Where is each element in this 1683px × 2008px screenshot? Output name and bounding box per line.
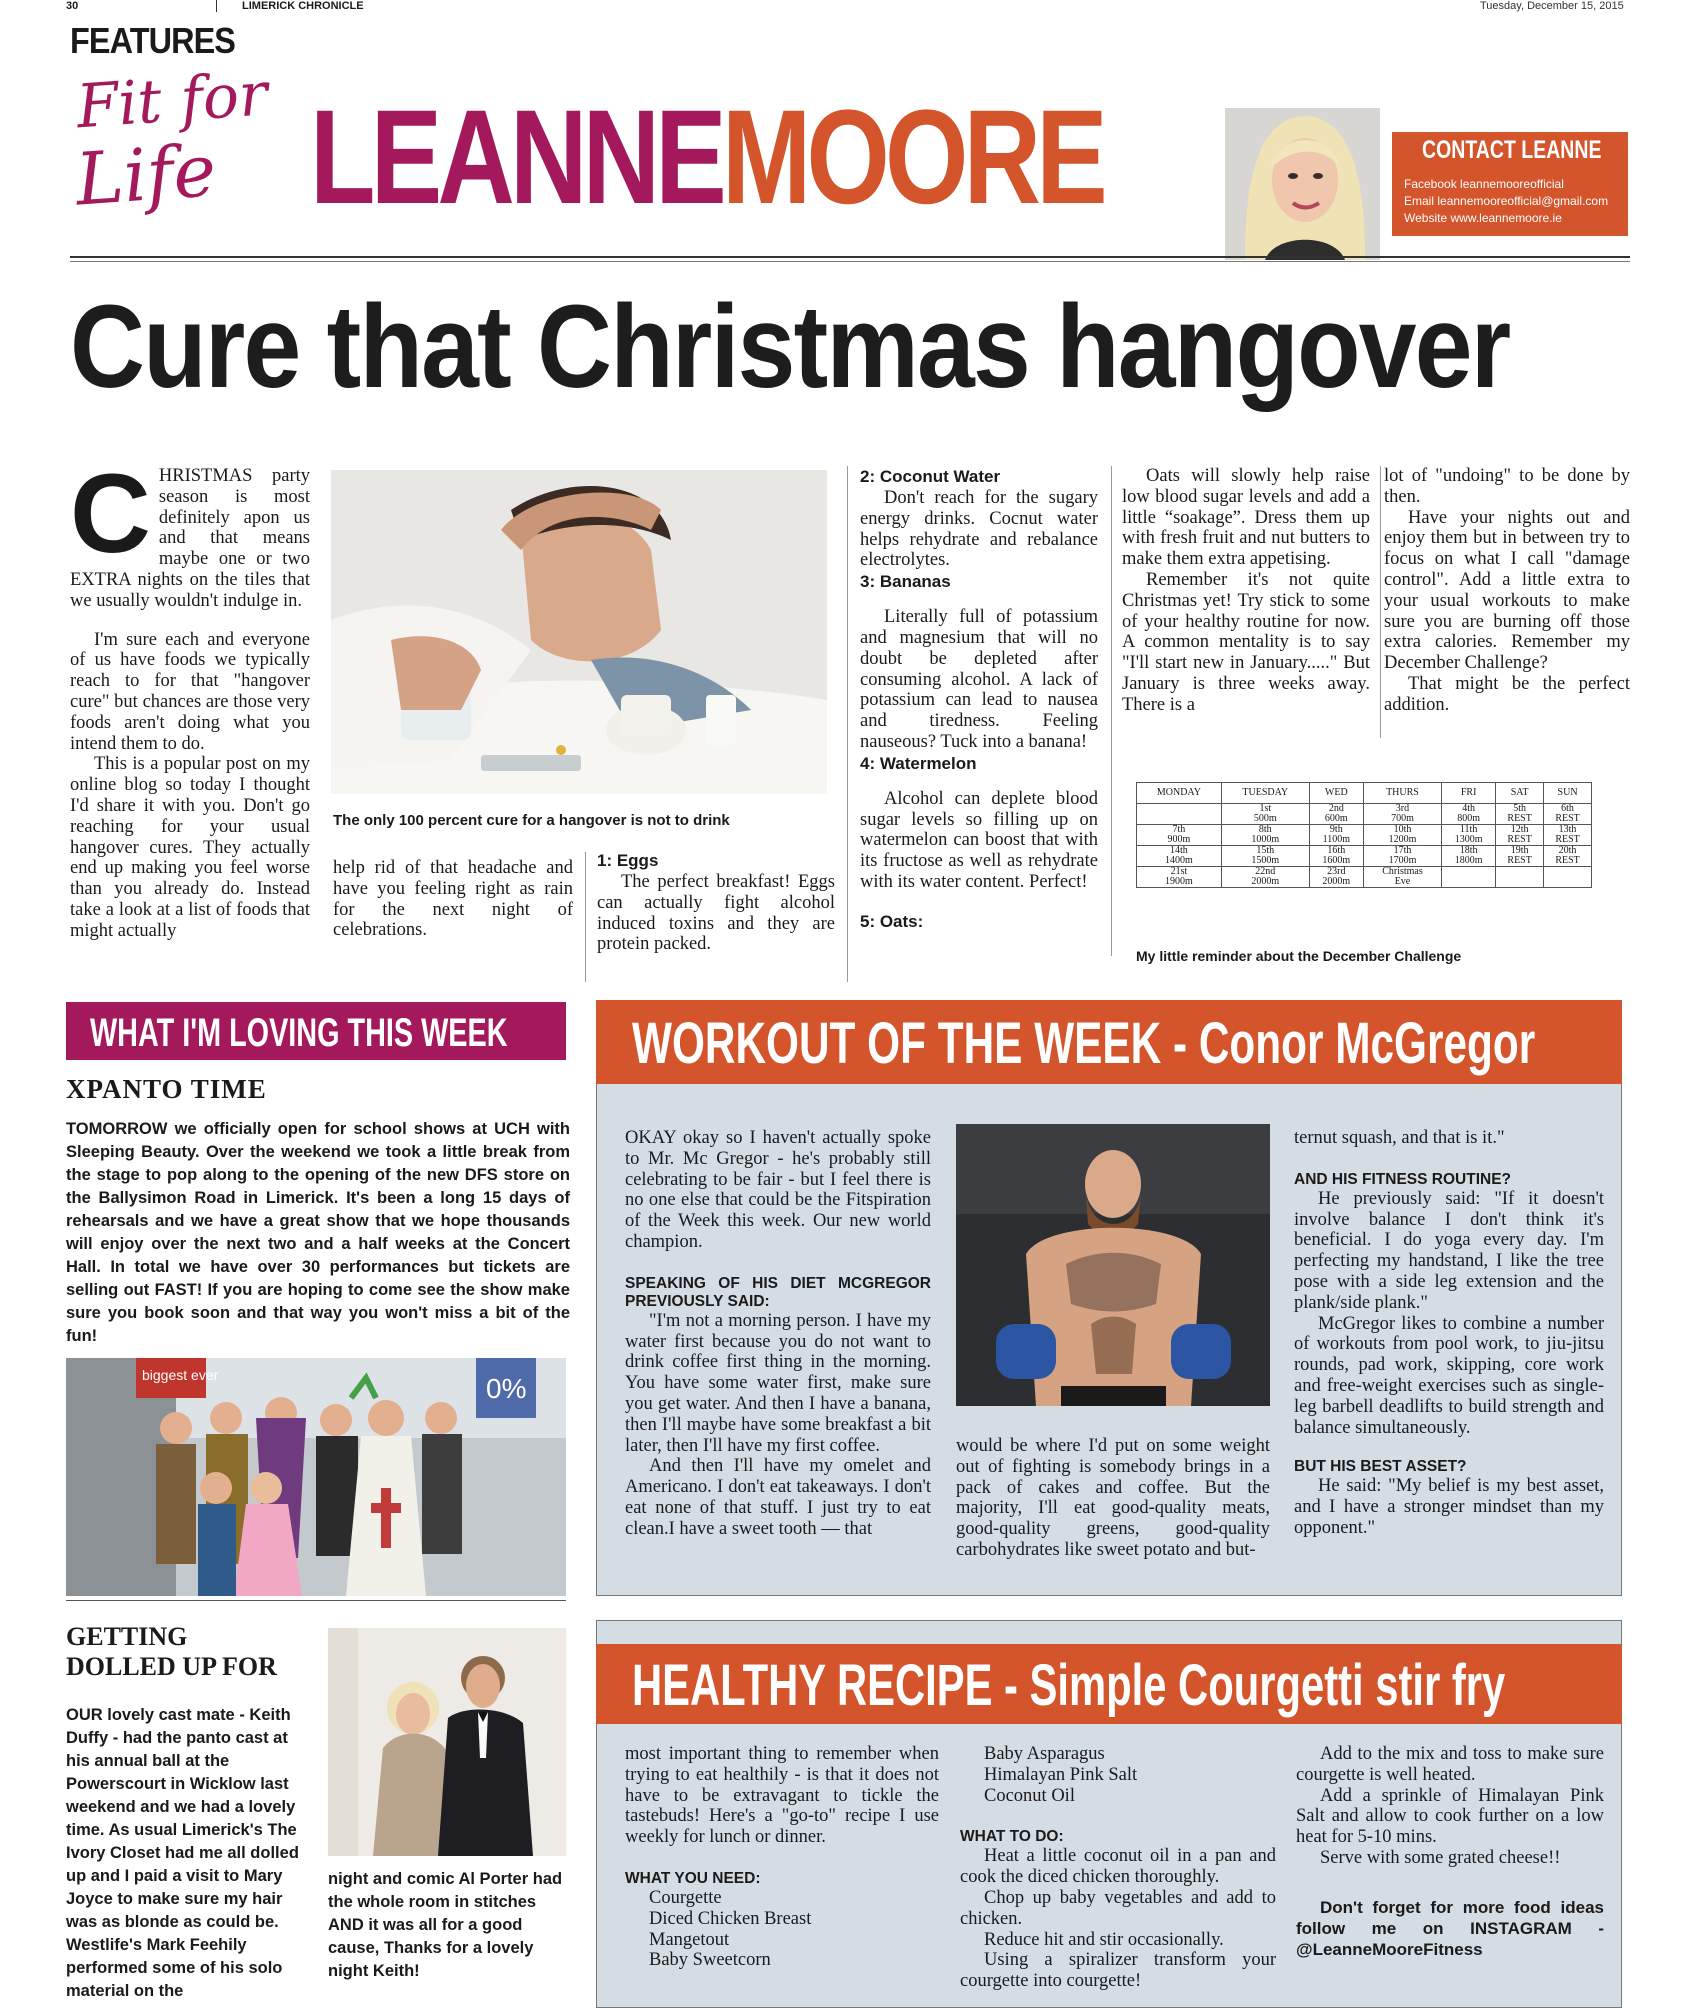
calendar-cell: [1309, 804, 1363, 825]
workout-column-3: [1294, 1128, 1604, 1539]
oats-heading: 5: Oats:: [860, 911, 924, 931]
calendar-cell: [1137, 804, 1222, 825]
calendar-day-header: SUN: [1544, 783, 1592, 804]
method-step: Serve with some grated cheese!!: [1320, 1847, 1561, 1868]
calendar-date: 23rd: [1327, 866, 1346, 877]
paragraph: And then I'll have my omelet and Americano. I don't eat takeaways. I don't eat none of that stuff. I just try to eat clean.I have a sweet tooth — that: [625, 1456, 931, 1539]
calendar-date: 11th: [1459, 824, 1478, 835]
watermelon-heading: 4: Watermelon: [860, 753, 977, 773]
calendar-target: 900m: [1167, 834, 1191, 845]
dolled-title: [66, 1622, 277, 1682]
paragraph: lot of "undoing" to be done by then.: [1384, 466, 1630, 507]
columnist-name: [310, 83, 1103, 232]
calendar-cell: [1221, 825, 1309, 846]
mcgregor-photo: [956, 1124, 1270, 1406]
ingredient-list: [625, 1888, 939, 1971]
calendar-date: 20th: [1558, 845, 1577, 856]
paragraph: He said: "My belief is my best asset, and I have a stronger mindset than my opponent.": [1294, 1476, 1604, 1538]
calendar-date: 19th: [1510, 845, 1529, 856]
contact-website: [1404, 210, 1608, 227]
ingredient-item: Himalayan Pink Salt: [984, 1764, 1138, 1785]
calendar-target: 700m: [1391, 813, 1414, 824]
paragraph: Oats will slowly help raise low blood sugar levels and add a little “soakage”. Dress them up with fresh fruit and nut butters to make them extra appetising.: [1122, 466, 1370, 570]
paragraph: would be where I'd put on some weight out of fighting is somebody brings in a pack of cakes and coffee. But the majority, I'll eat good-quality meats, good-quality greens, good-quality carbohydrates like sweet potato and but-: [956, 1436, 1270, 1560]
paragraph: ternut squash, and that is it.": [1294, 1128, 1505, 1148]
recipe-column-3: [1296, 1744, 1604, 1960]
calendar-date: 10th: [1393, 824, 1412, 835]
ingredient-item: Baby Sweetcorn: [649, 1950, 771, 1971]
calendar-cell: [1221, 867, 1309, 888]
calendar-target: REST: [1555, 813, 1580, 824]
dropcap: C: [70, 451, 151, 576]
fit-for-life-logo: [64, 56, 305, 242]
website-label: Website: [1404, 211, 1448, 225]
article-column-1: [70, 451, 310, 942]
december-challenge-calendar: [1136, 782, 1592, 888]
calendar-date: 17th: [1393, 845, 1412, 856]
method-step: Using a spiralizer transform your courgette into courgette!: [960, 1950, 1276, 1992]
calendar-target: REST: [1555, 855, 1580, 866]
paragraph: McGregor likes to combine a number of workouts from pool work, to jiu-jitsu rounds, pad work, skipping, core work and free-weight exercises such as single-leg barbell deadlifts to build strength and balance simultaneously.: [1294, 1313, 1604, 1438]
contact-box: [1392, 132, 1628, 236]
ingredient-item: Courgette: [649, 1887, 722, 1908]
calendar-day-header: TUESDAY: [1221, 783, 1309, 804]
paragraph: Have your nights out and enjoy them but in between try to focus on what I call "damage control". Add a little extra to your usual workouts to make sure you are burning off those extra calories. Remember my December Challenge?: [1384, 507, 1630, 674]
gala-photo: [328, 1628, 566, 1856]
issue-date: Tuesday, December 15, 2015: [1480, 0, 1624, 12]
article-column-6: [1384, 466, 1630, 716]
ingredient-item: Diced Chicken Breast: [649, 1908, 812, 1929]
method-step: Reduce hit and stir occasionally.: [984, 1929, 1224, 1950]
calendar-date: 16th: [1327, 845, 1346, 856]
columnist-last-name: MOORE: [721, 83, 1103, 232]
loving-banner-text: WHAT I'M LOVING THIS WEEK: [90, 1011, 508, 1055]
article-column-2: [333, 858, 573, 941]
calendar-week-row: [1137, 804, 1592, 825]
calendar-date: 22nd: [1255, 866, 1276, 877]
eggs-heading: 1: Eggs: [597, 851, 659, 870]
calendar-week-row: [1137, 825, 1592, 846]
calendar-cell: [1221, 846, 1309, 867]
calendar-week-row: [1137, 867, 1592, 888]
calendar-target: 1900m: [1165, 876, 1193, 887]
masthead-rule: [70, 256, 1630, 258]
calendar-date: 21st: [1170, 866, 1188, 877]
folio-divider: [216, 0, 217, 12]
recipe-banner: [596, 1644, 1622, 1724]
dolled-text: OUR lovely cast mate - Keith Duffy - had the panto cast at his annual ball at the Powerscourt in Wicklow last weekend and we had a lovely time. As usual Limerick's The Ivory Closet had me all dolled up and I paid a visit to Mary Joyce to make sure my hair was as blonde as could be. Westlife's Mark Feehily performed some of his solo material on the: [66, 1706, 299, 2000]
diet-heading: SPEAKING OF HIS DIET MCGREGOR PREVIOUSLY SAID:: [625, 1274, 931, 1310]
calendar-date: 3rd: [1395, 803, 1410, 814]
masthead-rule-thin: [70, 261, 1630, 262]
ingredient-item: Baby Asparagus: [984, 1744, 1105, 1764]
logo-line1: Fit for: [74, 59, 270, 143]
workout-banner-text: WORKOUT OF THE WEEK - Conor McGregor: [632, 1011, 1536, 1076]
calendar-cell: [1363, 867, 1441, 888]
calendar-date: 6th: [1561, 803, 1574, 814]
contact-lines: [1404, 176, 1608, 227]
calendar-target: 1600m: [1322, 855, 1351, 866]
paragraph: "I'm not a morning person. I have my water first because you do not want to drink coffee first thing in the morning. You have some water first, make sure you get water. And then I have a banana, then I'll maybe have some breakfast a bit later, then I'll have my first coffee.: [625, 1310, 931, 1456]
calendar-date: 5th: [1513, 803, 1527, 814]
calendar-cell: [1137, 825, 1222, 846]
sale-sign: 0%: [486, 1373, 527, 1404]
method-heading: WHAT TO DO:: [960, 1828, 1064, 1846]
instagram-promo: Don't forget for more food ideas follow me on INSTAGRAM - @LeanneMooreFitness: [1296, 1897, 1604, 1959]
email-label: Email: [1404, 194, 1435, 208]
column-divider: [1111, 466, 1112, 956]
paragraph: This is a popular post on my online blog so today I thought I'd share it with you. Don't go reaching for your usual hangover cures. They actually end up making you feel worse than you already do. Instead take a look at a list of foods that might actually: [70, 754, 310, 941]
columnist-portrait: [1225, 108, 1380, 260]
calendar-cell: [1544, 825, 1592, 846]
columnist-first-name: LEANNE: [310, 83, 722, 232]
calendar-date: 7th: [1172, 824, 1186, 835]
calendar-target: 1000m: [1251, 834, 1280, 845]
paragraph: That might be the perfect addition.: [1384, 673, 1630, 715]
paragraph: The perfect breakfast! Eggs can actually fight alcohol induced toxins and they are protein packed.: [597, 872, 835, 955]
calendar-cell: [1496, 867, 1544, 888]
paragraph: most important thing to remember when trying to eat healthily - is that it does not have to be extravagant to tickle the tastebuds! Here's a "go-to" recipe I use weekly for lunch or dinner.: [625, 1744, 939, 1848]
contact-title: CONTACT LEANNE: [1422, 136, 1602, 164]
calendar-target: 1300m: [1454, 834, 1483, 845]
calendar-date: 18th: [1459, 845, 1478, 856]
workout-column-1: [625, 1128, 931, 1540]
recipe-column-1: [625, 1744, 939, 1971]
recipe-column-2: [960, 1744, 1276, 1992]
workout-column-2: [956, 1436, 1270, 1561]
calendar-target: 1100m: [1322, 834, 1351, 845]
calendar-cell: [1442, 867, 1496, 888]
calendar-target: 1800m: [1454, 855, 1483, 866]
calendar-cell: [1309, 846, 1363, 867]
dolled-text-2: night and comic Al Porter had the whole room in stitches AND it was all for a good cause, Thanks for a lovely night Keith!: [328, 1870, 563, 1980]
calendar-target: 800m: [1457, 813, 1481, 824]
calendar-target: 2000m: [1251, 876, 1280, 887]
panto-cast-photo: [66, 1358, 566, 1596]
calendar-date: 2nd: [1328, 803, 1344, 814]
calendar-target: 1400m: [1165, 855, 1193, 866]
calendar-cell: [1309, 825, 1363, 846]
calendar-target: 1500m: [1251, 855, 1280, 866]
article-column-5: [1122, 466, 1370, 716]
calendar-cell: [1496, 846, 1544, 867]
loving-title: XPANTO TIME: [66, 1074, 267, 1104]
email-address[interactable]: leannemooreofficial@gmail.com: [1437, 194, 1609, 208]
asset-heading: BUT HIS BEST ASSET?: [1294, 1458, 1467, 1476]
paragraph: Literally full of potassium and magnesium that will no doubt be depleted after consuming alcohol. A lack of potassium can lead to nausea and tiredness. Feeling nauseous? Tuck into a banana!: [860, 607, 1098, 752]
calendar-date: 4th: [1462, 803, 1476, 814]
publication-name: LIMERICK CHRONICLE: [242, 0, 364, 12]
paragraph: OKAY okay so I haven't actually spoke to Mr. Mc Gregor - he's probably still celebrating to be fair - but I feel there is no one else that could be the Fitspiration of the Week this week. Our new world champion.: [625, 1128, 931, 1252]
loving-bottom-rule: [66, 1600, 566, 1601]
calendar-date: 12th: [1510, 824, 1529, 835]
section-title: FEATURES: [70, 20, 236, 61]
method-step: Add a sprinkle of Himalayan Pink Salt and allow to cook further on a low heat for 5-10 mins.: [1296, 1785, 1604, 1848]
article-headline: Cure that Christmas hangover: [70, 281, 1510, 413]
calendar-cell: [1442, 804, 1496, 825]
calendar-target: REST: [1507, 813, 1532, 824]
calendar-target: REST: [1507, 834, 1532, 845]
calendar-cell: [1363, 825, 1441, 846]
calendar-day-header: FRI: [1442, 783, 1496, 804]
photo-caption: The only 100 percent cure for a hangover is not to drink: [333, 812, 730, 829]
calendar-table: [1136, 782, 1592, 888]
calendar-date: 8th: [1258, 824, 1272, 835]
article-column-3: [597, 850, 835, 955]
calendar-day-header: THURS: [1363, 783, 1441, 804]
calendar-target: 1700m: [1388, 855, 1417, 866]
website-link[interactable]: www.leannemoore.ie: [1450, 211, 1562, 225]
page-number: 30: [66, 0, 79, 12]
paragraph: I'm sure each and everyone of us have foods we typically reach to for that "hangover cure" but chances are those very foods aren't doing what you intend them to do.: [70, 629, 310, 754]
hangover-photo: [331, 470, 827, 794]
loving-banner: [66, 1002, 566, 1060]
calendar-date: 9th: [1329, 824, 1343, 835]
method-step: Heat a little coconut oil in a pan and cook the diced chicken thoroughly.: [960, 1846, 1276, 1888]
contact-facebook: [1404, 176, 1608, 193]
calendar-cell: [1309, 867, 1363, 888]
calendar-date: 13th: [1558, 824, 1577, 835]
calendar-target: REST: [1555, 834, 1580, 845]
paragraph: Don't reach for the sugary energy drinks. Cocnut water helps rehydrate and rebalance electrolytes.: [860, 488, 1098, 571]
contact-email: [1404, 193, 1608, 210]
paragraph: He previously said: "If it doesn't involve balance I don't think it's beneficial. I do yoga every day. I'm perfecting my handstand, I like the tree pose with a side leg extension and the plank/side plank.": [1294, 1188, 1604, 1313]
calendar-cell: [1221, 804, 1309, 825]
ingredient-list-cont: [960, 1744, 1276, 1806]
calendar-target: Eve: [1394, 876, 1411, 887]
paragraph: Alcohol can deplete blood sugar levels so filling up on watermelon can boost that with its fructose as well as rehydrate with its water content. Perfect!: [860, 788, 1098, 892]
facebook-label: Facebook: [1404, 177, 1457, 191]
calendar-target: 600m: [1324, 813, 1348, 824]
article-column-4: [860, 466, 1098, 933]
calendar-cell: [1496, 804, 1544, 825]
calendar-cell: [1137, 867, 1222, 888]
calendar-cell: [1363, 804, 1441, 825]
calendar-day-header: SAT: [1496, 783, 1544, 804]
column-divider: [847, 466, 848, 982]
calendar-cell: [1544, 846, 1592, 867]
column-divider: [1380, 466, 1381, 738]
column-divider: [585, 852, 586, 982]
workout-banner: [596, 1000, 1622, 1084]
calendar-cell: [1442, 825, 1496, 846]
method-step: Add to the mix and toss to make sure courgette is well heated.: [1296, 1744, 1604, 1785]
paragraph: Remember it's not quite Christmas yet! Try stick to some of your healthy routine for now. A common mentality is to say "I'll start new in January....." But January is three weeks away. There is a: [1122, 569, 1370, 715]
calendar-week-row: [1137, 846, 1592, 867]
calendar-cell: [1363, 846, 1441, 867]
calendar-target: 1200m: [1388, 834, 1417, 845]
dolled-title-line2: DOLLED UP FOR: [66, 1652, 277, 1681]
calendar-cell: [1544, 804, 1592, 825]
calendar-cell: [1442, 846, 1496, 867]
method-step: Chop up baby vegetables and add to chicken.: [960, 1887, 1276, 1929]
calendar-date: Christmas: [1382, 866, 1423, 877]
dolled-title-line1: GETTING: [66, 1622, 188, 1651]
ingredient-item: Mangetout: [649, 1929, 730, 1950]
calendar-day-header: WED: [1309, 783, 1363, 804]
calendar-target: 2000m: [1322, 876, 1351, 887]
calendar-cell: [1137, 846, 1222, 867]
calendar-target: 500m: [1253, 813, 1277, 824]
facebook-handle[interactable]: leannemooreofficial: [1460, 177, 1564, 191]
loving-text: TOMORROW we officially open for school shows at UCH with Sleeping Beauty. Over the weekend we took a little break from the stage to pop along to the opening of the new DFS store on the Ballysimon Road in Limerick. It's been a long 15 days of rehearsals and we have a great show that we hope thousands will enjoy over the next two and a half weeks at the Concert Hall. In total we have over 30 performances but tickets are selling out FAST! If you are hoping to come see the show make sure you book soon and that way you won't miss a bit of the fun!: [66, 1120, 570, 1345]
paragraph: help rid of that headache and have you feeling right as rain for the next night of celebrations.: [333, 858, 573, 941]
bananas-heading: 3: Bananas: [860, 572, 951, 592]
ingredients-heading: WHAT YOU NEED:: [625, 1869, 761, 1887]
calendar-date: 14th: [1170, 845, 1188, 856]
calendar-date: 1st: [1259, 803, 1272, 814]
calendar-cell: [1544, 867, 1592, 888]
coconut-heading: 2: Coconut Water: [860, 467, 1001, 486]
fitness-heading: AND HIS FITNESS ROUTINE?: [1294, 1170, 1512, 1188]
shop-sign: biggest ever: [142, 1367, 219, 1383]
calendar-caption: My little reminder about the December Challenge: [1136, 948, 1462, 964]
calendar-cell: [1496, 825, 1544, 846]
calendar-day-header: MONDAY: [1137, 783, 1222, 804]
ingredient-item: Coconut Oil: [984, 1785, 1075, 1806]
calendar-date: 15th: [1256, 845, 1275, 856]
paragraph: HRISTMAS party season is most definitely apon us and that means maybe one or two EXTRA nights on the tiles that we usually wouldn't indulge in.: [70, 466, 310, 611]
calendar-target: REST: [1507, 855, 1532, 866]
logo-line2: Life: [72, 128, 219, 222]
recipe-banner-text: HEALTHY RECIPE - Simple Courgetti stir fry: [632, 1653, 1506, 1718]
